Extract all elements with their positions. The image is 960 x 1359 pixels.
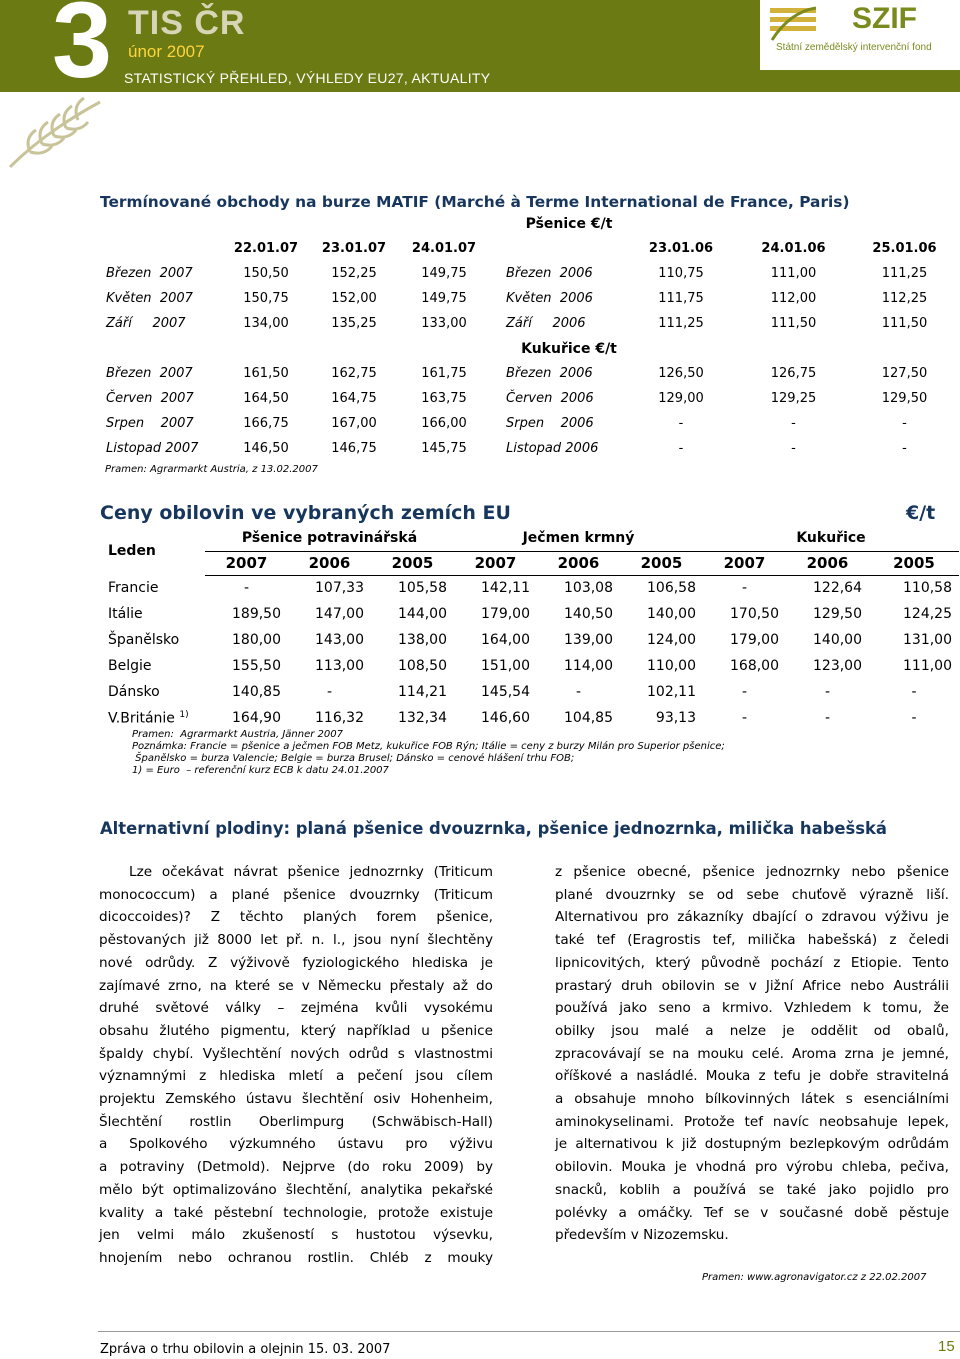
date-header: 24.01.06 <box>761 241 826 256</box>
price-cell: 149,75 <box>421 266 467 281</box>
price-cell: 103,08 <box>564 580 613 597</box>
text-line: zpracovávají se na mouku celé. Aroma zrna je jemné, <box>555 1045 949 1062</box>
country-name: Belgie <box>108 658 152 674</box>
eu-prices-title: Ceny obilovin ve vybraných zemích EU <box>100 502 511 524</box>
price-cell: 113,00 <box>315 658 364 674</box>
matif-source: Pramen: Agrarmarkt Austria, z 13.02.2007 <box>105 464 318 475</box>
article-source: Pramen: www.agronavigator.cz z 22.02.2007 <box>702 1272 927 1283</box>
price-cell: 179,00 <box>730 632 779 648</box>
table-row <box>99 705 959 731</box>
table-row <box>99 627 959 653</box>
note-line: Španělsko = burza Valencie; Belgie = burza Brusel; Dánsko = cenové hlášení trhu FOB; <box>132 753 575 764</box>
price-cell: 126,50 <box>658 366 704 381</box>
price-cell: 145,75 <box>421 441 467 456</box>
text-line: Šlechtění rostlin Oberlimpurg (Schwäbisch-Hall) <box>99 1113 493 1130</box>
price-cell: 164,50 <box>243 391 289 406</box>
price-cell: 129,50 <box>881 391 928 406</box>
price-cell: - <box>575 684 582 700</box>
article-left-column <box>99 861 493 1270</box>
table-row <box>99 679 959 705</box>
country-name: Španělsko <box>108 632 180 648</box>
price-cell: 111,75 <box>658 291 704 306</box>
price-cell: 124,25 <box>903 606 952 622</box>
date-header: 25.01.06 <box>872 241 937 256</box>
row-header: Leden <box>108 542 156 559</box>
article-right-column <box>555 861 949 1247</box>
price-cell: 129,25 <box>770 391 817 406</box>
publication-subtitle: STATISTICKÝ PŘEHLED, VÝHLEDY EU27, AKTUALITY <box>124 70 491 86</box>
text-line: je alternativou k již dostupným bezlepkovým odrůdám <box>555 1136 949 1153</box>
price-cell: 152,00 <box>331 291 377 306</box>
price-cell: 166,75 <box>243 416 289 431</box>
date-header: 23.01.07 <box>321 241 387 256</box>
price-cell: 110,00 <box>647 658 696 674</box>
date-header-row <box>99 236 959 261</box>
price-cell: 110,75 <box>658 266 704 281</box>
price-cell: 129,50 <box>813 606 862 622</box>
year-header-row <box>99 551 959 575</box>
table-row <box>99 436 959 461</box>
price-cell: 111,00 <box>903 658 952 674</box>
price-cell: 149,75 <box>421 291 467 306</box>
price-cell: 140,85 <box>232 684 281 700</box>
price-cell: 189,50 <box>232 606 281 622</box>
text-line: Lze očekávat návrat pšenice jednozrnky (Triticum <box>129 864 493 880</box>
eu-prices-unit-text: /t <box>919 502 936 524</box>
table-row <box>99 311 959 336</box>
text-line: snacků, koblih a používá se také jako pojidlo pro <box>555 1181 949 1198</box>
year-header: 2005 <box>869 551 959 575</box>
price-cell: 164,00 <box>481 632 530 648</box>
eu-prices-unit <box>906 502 935 524</box>
price-cell: 131,00 <box>903 632 952 648</box>
price-cell: 146,60 <box>481 710 530 726</box>
table-row <box>99 386 959 411</box>
price-cell: 111,25 <box>881 266 928 281</box>
price-cell: 106,58 <box>647 580 696 597</box>
country-cell <box>99 601 205 627</box>
text-line: především v Nizozemsku. <box>555 1227 729 1244</box>
year-header: 2006 <box>786 551 869 575</box>
price-cell: 134,00 <box>243 316 289 331</box>
price-cell: - <box>824 684 831 700</box>
price-cell: 133,00 <box>421 316 467 331</box>
price-cell: - <box>911 684 917 700</box>
price-cell: 114,21 <box>398 684 447 700</box>
text-line: také tef (Eragrostis tef, milička habešská) z čeledi <box>555 932 949 949</box>
price-cell: 110,58 <box>903 580 952 597</box>
price-cell: 164,75 <box>331 391 377 406</box>
contract-month: Červen 2006 <box>506 391 594 406</box>
country-cell <box>99 679 205 705</box>
price-cell: 111,00 <box>770 266 817 281</box>
country-cell <box>99 627 205 653</box>
price-cell: 167,00 <box>331 416 377 431</box>
table-row <box>99 361 959 386</box>
country-name: Itálie <box>108 606 143 622</box>
price-cell: - <box>902 441 907 456</box>
text-line: oříškové a nasládlé. Mouka z tefu je dobře stravitelná <box>555 1068 949 1085</box>
text-line: a potraviny (Detmold). Nejprve (do roku 2009) by <box>99 1159 493 1176</box>
price-cell: - <box>902 416 907 431</box>
price-cell: 155,50 <box>232 658 281 674</box>
price-cell: - <box>741 710 748 726</box>
contract-month: Březen 2006 <box>506 366 593 381</box>
issue-number: 3 <box>52 0 113 100</box>
text-line: a Spolkového výzkumného ústavu pro výživu <box>99 1136 493 1153</box>
contract-month: Září 2007 <box>106 316 186 331</box>
year-header: 2005 <box>620 551 703 575</box>
price-cell: - <box>791 416 796 431</box>
price-cell: 129,00 <box>658 391 704 406</box>
price-cell: - <box>243 580 250 597</box>
price-cell: - <box>791 441 796 456</box>
group-header: Pšenice potravinářská <box>205 526 454 551</box>
year-header: 2007 <box>205 551 288 575</box>
contract-month: Březen 2007 <box>106 366 193 381</box>
price-cell: - <box>824 710 831 726</box>
price-cell: 142,11 <box>481 580 530 597</box>
text-line: obsahu žlutého pigmentu, který například u pšenice <box>99 1022 493 1039</box>
page-header <box>0 0 960 175</box>
matif-title: Termínované obchody na burze MATIF (Marché à Terme International de France, Paris) <box>100 193 850 211</box>
price-cell: 168,00 <box>730 658 779 674</box>
price-cell: 111,25 <box>658 316 704 331</box>
year-header: 2006 <box>288 551 371 575</box>
text-line: pěstovaných již 8000 let př. n. l., jsou nyní šlechtěny <box>99 932 493 949</box>
text-line: projektu Zemského ústavu šlechtění osiv Hohenheim, <box>99 1091 493 1108</box>
price-cell: - <box>326 684 333 700</box>
group-header-row <box>99 526 959 551</box>
text-line: používá jako seno a krmivo. Vzhledem k tomu, že <box>555 1000 949 1017</box>
table-row <box>99 261 959 286</box>
year-header: 2007 <box>703 551 786 575</box>
price-cell: - <box>741 684 748 700</box>
price-cell: - <box>678 441 684 456</box>
price-cell: 170,50 <box>730 606 779 622</box>
country-name: Dánsko <box>108 684 160 700</box>
price-cell: 162,75 <box>331 366 377 381</box>
contract-month: Květen 2006 <box>506 291 593 306</box>
price-cell: 179,00 <box>481 606 530 622</box>
text-line: lipnicovitých, který původně pochází z Etiopie. Tento <box>555 954 949 971</box>
footnote-marker: 1) <box>179 709 189 720</box>
publication-month: únor 2007 <box>128 42 205 61</box>
date-header: 24.01.07 <box>411 241 477 256</box>
text-line: hnojením nebo ochranou rostlin. Chléb z mouky <box>99 1249 493 1266</box>
article-title: Alternativní plodiny: planá pšenice dvouzrnka, pšenice jednozrnka, milička habešská <box>100 819 887 838</box>
price-cell: 108,50 <box>398 658 447 674</box>
price-cell: 161,50 <box>243 366 289 381</box>
footer-text: Zpráva o trhu obilovin a olejnin 15. 03. 2007 <box>100 1342 391 1357</box>
price-cell: 126,75 <box>770 366 817 381</box>
euro-icon: € <box>906 502 920 524</box>
price-cell: 138,00 <box>398 632 447 648</box>
price-cell: 132,34 <box>398 710 447 726</box>
note-line: 1) = Euro – referenční kurz ECB k datu 24.01.2007 <box>132 765 389 776</box>
price-cell: 161,75 <box>421 366 467 381</box>
text-line: druhé světové války – zejména kvůli vysokému <box>99 1000 493 1017</box>
matif-table <box>99 211 959 461</box>
price-cell: - <box>678 416 684 431</box>
text-line: monococcum) a plané pšenice dvouzrnky (Triticum <box>99 886 493 903</box>
country-name: V.Británie <box>108 710 175 727</box>
year-header: 2007 <box>454 551 537 575</box>
text-line: polévky a omáčky. Tef se v současné době pěstuje <box>555 1204 949 1221</box>
table-row <box>99 411 959 436</box>
text-line: prastarý druh obilovin se v Jižní Africe nebo Austrálii <box>555 977 949 994</box>
contract-month: Červen 2007 <box>106 391 194 406</box>
price-cell: 150,75 <box>243 291 289 306</box>
text-line: významnými z hlediska mletí a pečení jsou cílem <box>99 1068 493 1085</box>
contract-month: Září 2006 <box>506 316 586 331</box>
price-cell: 124,00 <box>647 632 696 648</box>
contract-month: Srpen 2006 <box>506 416 594 431</box>
contract-month: Srpen 2007 <box>106 416 194 431</box>
country-cell <box>99 575 205 601</box>
text-line: obilky jsou malé a nelze je oddělit od obalů, <box>555 1022 949 1039</box>
price-cell: 116,32 <box>315 710 364 726</box>
price-cell: - <box>741 580 748 597</box>
section-header-row <box>99 211 959 236</box>
price-cell: 143,00 <box>315 632 364 648</box>
page-number: 15 <box>938 1338 955 1355</box>
text-line: a obsahuje mnoho bílkovinných látek s esenciálními <box>555 1091 949 1108</box>
text-line: plané dvouzrnky se od sebe chuťově výrazně liší. <box>555 886 949 903</box>
price-cell: 144,00 <box>398 606 447 622</box>
eu-prices-notes <box>132 729 725 777</box>
text-line: špaldy chybí. Vyšlechtění nových odrůd s vlastnostmi <box>99 1045 493 1062</box>
group-header: Ječmen krmný <box>454 526 703 551</box>
price-cell: 111,50 <box>881 316 928 331</box>
szif-logo-icon <box>770 6 816 42</box>
country-cell <box>99 705 205 731</box>
price-cell: 139,00 <box>564 632 613 648</box>
price-cell: 105,58 <box>398 580 447 597</box>
note-line: Pramen: Agrarmarkt Austria, Jänner 2007 <box>132 729 343 740</box>
text-line: Alternativou pro zákazníky dbající o zdravou výživu je <box>555 909 949 926</box>
text-line: aminokyselinami. Protože tef navíc neobsahuje lepek, <box>555 1113 949 1130</box>
price-cell: - <box>911 710 917 726</box>
price-cell: 164,90 <box>232 710 281 726</box>
contract-month: Březen 2007 <box>106 266 193 281</box>
org-full-name: Státní zemědělský intervenční fond <box>776 42 932 53</box>
price-cell: 112,25 <box>881 291 928 306</box>
contract-month: Květen 2007 <box>106 291 193 306</box>
price-cell: 147,00 <box>315 606 364 622</box>
price-cell: 180,00 <box>232 632 281 648</box>
table-row <box>99 575 959 601</box>
price-cell: 104,85 <box>564 710 613 726</box>
text-line: mělo být optimalizováno šlechtění, analytika pekařské <box>99 1181 493 1198</box>
price-cell: 93,13 <box>655 710 696 726</box>
wheat-icon <box>0 92 110 170</box>
price-cell: 146,50 <box>243 441 289 456</box>
price-cell: 112,00 <box>770 291 817 306</box>
text-line: nové odrůdy. Z výživově fyziologického hlediska je <box>99 954 493 971</box>
text-line: z pšenice obecné, pšenice jednozrnky nebo pšenice <box>555 864 949 880</box>
text-line: dicoccoides)? Z těchto planých forem pšenice, <box>99 909 493 926</box>
price-cell: 146,75 <box>331 441 377 456</box>
section-header: Kukuřice €/t <box>521 340 617 357</box>
price-cell: 122,64 <box>813 580 862 597</box>
year-header: 2005 <box>371 551 454 575</box>
price-cell: 102,11 <box>647 684 696 700</box>
group-header: Kukuřice <box>703 526 959 551</box>
price-cell: 140,00 <box>813 632 862 648</box>
table-row <box>99 653 959 679</box>
price-cell: 150,50 <box>243 266 289 281</box>
price-cell: 151,00 <box>481 658 530 674</box>
year-header: 2006 <box>537 551 620 575</box>
country-cell <box>99 653 205 679</box>
table-row <box>99 286 959 311</box>
price-cell: 166,00 <box>421 416 467 431</box>
contract-month: Listopad 2007 <box>106 441 199 456</box>
org-name: SZIF <box>852 2 917 35</box>
publication-title: TIS ČR <box>128 4 246 42</box>
price-cell: 111,50 <box>770 316 817 331</box>
price-cell: 123,00 <box>813 658 862 674</box>
price-cell: 163,75 <box>421 391 467 406</box>
text-line: jen velmi málo zkušeností s hustotou výsevku, <box>99 1227 493 1244</box>
date-header: 23.01.06 <box>648 241 714 256</box>
empty-cell <box>490 236 625 261</box>
empty-cell <box>99 236 222 261</box>
note-line: Poznámka: Francie = pšenice a ječmen FOB Metz, kukuřice FOB Rýn; Itálie = ceny z burzy Milán pro Superior pšenice; <box>132 741 725 752</box>
price-cell: 107,33 <box>315 580 364 597</box>
text-line: kvality a také pěstební technologie, protože existuje <box>99 1204 493 1221</box>
price-cell: 145,54 <box>481 684 530 700</box>
price-cell: 114,00 <box>564 658 613 674</box>
price-cell: 127,50 <box>881 366 928 381</box>
section-header: Pšenice €/t <box>525 215 613 232</box>
price-cell: 135,25 <box>331 316 377 331</box>
footer-divider <box>98 1331 960 1332</box>
text-line: obilovin. Mouka je vhodná pro výrobu chleba, pečiva, <box>555 1159 949 1176</box>
eu-prices-table <box>99 526 959 731</box>
price-cell: 140,00 <box>647 606 696 622</box>
price-cell: 152,25 <box>331 266 377 281</box>
country-name: Francie <box>108 580 159 596</box>
price-cell: 140,50 <box>564 606 613 622</box>
table-row <box>99 601 959 627</box>
date-header: 22.01.07 <box>233 241 299 256</box>
section-header-row <box>99 336 959 361</box>
contract-month: Březen 2006 <box>506 266 593 281</box>
text-line: zajímavé zrno, na které se v Německu přestaly až do <box>99 977 493 994</box>
contract-month: Listopad 2006 <box>506 441 599 456</box>
